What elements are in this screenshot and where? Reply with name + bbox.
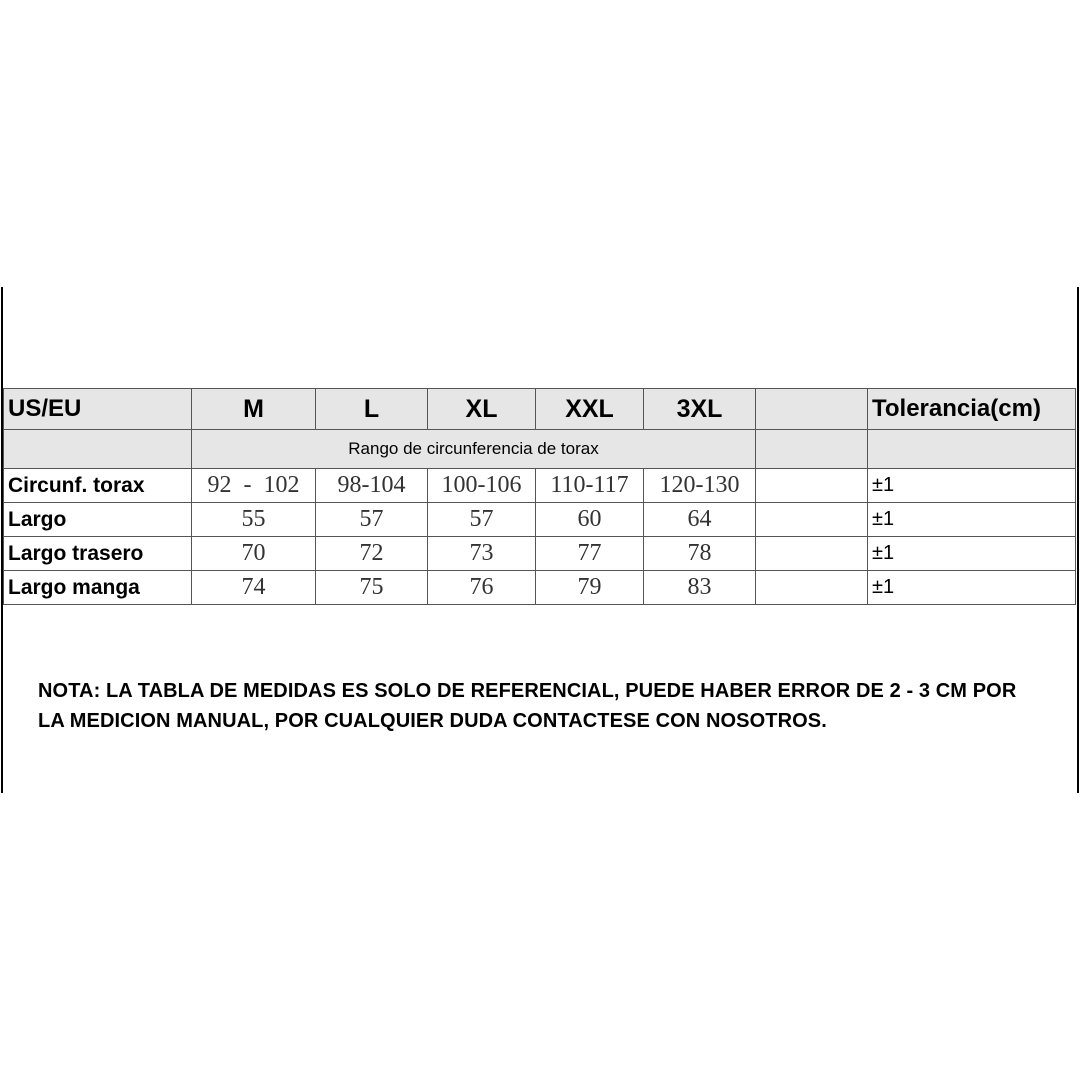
measurement-note: NOTA: LA TABLA DE MEDIDAS ES SOLO DE REFERENCIAL, PUEDE HABER ERROR DE 2 - 3 CM POR LA MEDICION MANUAL, POR CUALQUIER DUDA CONTACTESE CON NOSOTROS. [38,680,1017,732]
empty-caption-cell [868,430,1076,469]
value-cell: 92 - 102 [192,469,316,503]
size-header-m: M [192,389,316,430]
tolerance-cell: ±1 [868,503,1076,537]
table-row [4,503,1076,537]
corner-label: US/EU [4,389,192,430]
size-header-3xl: 3XL [644,389,756,430]
value-cell: 55 [192,503,316,537]
tolerance-header: Tolerancia(cm) [868,389,1076,430]
empty-header-cell [756,389,868,430]
empty-cell [756,469,868,503]
value-cell: 78 [644,537,756,571]
tolerance-cell: ±1 [868,537,1076,571]
empty-cell [756,537,868,571]
value-cell: 83 [644,571,756,605]
value-cell: 79 [536,571,644,605]
value-cell: 64 [644,503,756,537]
right-frame-line [1077,287,1079,793]
row-label: Largo trasero [4,537,192,571]
row-label: Largo manga [4,571,192,605]
empty-caption-cell [4,430,192,469]
size-chart-table [3,388,1076,605]
value-cell: 57 [316,503,428,537]
size-header-l: L [316,389,428,430]
table-row [4,537,1076,571]
value-cell: 72 [316,537,428,571]
row-label: Largo [4,503,192,537]
empty-cell [756,503,868,537]
value-cell: 100-106 [428,469,536,503]
size-header-xl: XL [428,389,536,430]
value-cell: 76 [428,571,536,605]
value-cell: 75 [316,571,428,605]
row-label: Circunf. torax [4,469,192,503]
value-cell: 57 [428,503,536,537]
tolerance-cell: ±1 [868,571,1076,605]
range-caption-row [4,430,1076,469]
table-row [4,469,1076,503]
tolerance-cell: ±1 [868,469,1076,503]
value-cell: 110-117 [536,469,644,503]
empty-cell [756,571,868,605]
value-cell: 77 [536,537,644,571]
value-cell: 70 [192,537,316,571]
empty-caption-cell [756,430,868,469]
table-row [4,571,1076,605]
value-cell: 120-130 [644,469,756,503]
value-cell: 60 [536,503,644,537]
table-header-row [4,389,1076,430]
range-caption: Rango de circunferencia de torax [192,430,756,469]
size-header-xxl: XXL [536,389,644,430]
value-cell: 74 [192,571,316,605]
value-cell: 98-104 [316,469,428,503]
value-cell: 73 [428,537,536,571]
